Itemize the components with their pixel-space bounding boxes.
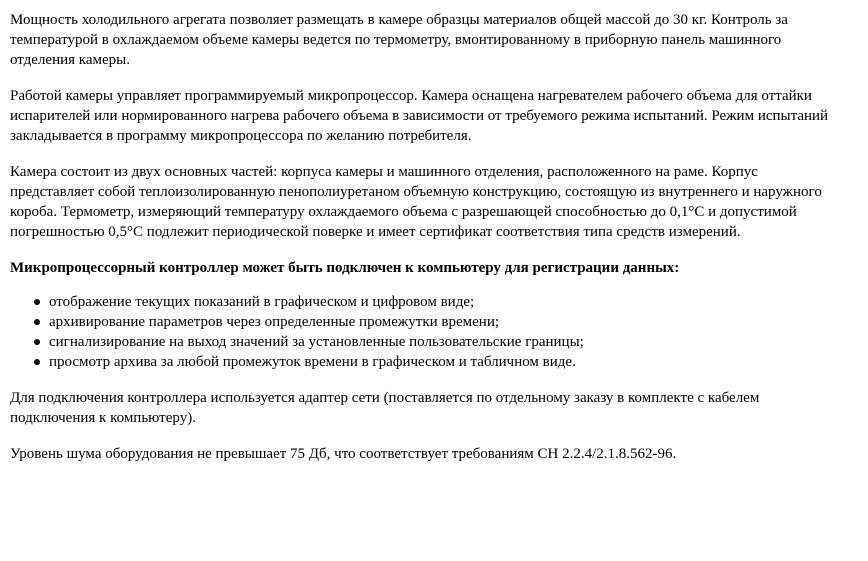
paragraph-refrigeration-capacity: Мощность холодильного агрегата позволяет размещать в камере образцы материалов общей массой до 30 кг. Контроль за температурой в охлаждаемом объеме камеры ведется по термометру, вмонтированному в приборную панель машинного отделения камеры. [10, 12, 788, 68]
paragraph-network-adapter: Для подключения контроллера используется адаптер сети (поставляется по отдельному заказу в комплекте с кабелем подключения к компьютеру). [10, 390, 760, 426]
feature-list [10, 292, 838, 372]
list-item [49, 332, 838, 352]
list-item [49, 292, 838, 312]
paragraph-chamber-construction: Камера состоит из двух основных частей: корпуса камеры и машинного отделения, расположенного на раме. Корпус представляет собой теплоизолированную пенополиуретаном объемную конструкцию, состоящую из внутреннего и наружного короба. Термометр, измеряющий температуру охлаждаемого объема с разрешающей способностью до 0,1°С и допустимой погрешностью 0,5°С подлежит периодической поверке и имеет сертификат соответствия типа средств измерений. [10, 164, 822, 240]
paragraph-microprocessor-control: Работой камеры управляет программируемый микропроцессор. Камера оснащена нагревателем рабочего объема для оттайки испарителей или нормированного нагрева рабочего объема в зависимости от требуемого режима испытаний. Режим испытаний закладывается в программу микропроцессора по желанию потребителя. [10, 88, 829, 144]
list-item [49, 352, 838, 372]
bullet-icon [34, 319, 40, 325]
list-item-text: сигнализирование на выход значений за установленные пользовательские границы; [49, 334, 584, 350]
list-item-text: просмотр архива за любой промежуток времени в графическом и табличном виде. [49, 354, 576, 370]
list-heading: Микропроцессорный контроллер может быть подключен к компьютеру для регистрации данных: [10, 260, 680, 276]
list-item-text: архивирование параметров через определенные промежутки времени; [49, 314, 500, 330]
list-item [49, 312, 838, 332]
bullet-icon [34, 299, 40, 305]
bullet-icon [34, 339, 40, 345]
list-item-text: отображение текущих показаний в графическом и цифровом виде; [49, 294, 475, 310]
bullet-icon [34, 359, 40, 365]
paragraph-noise-level: Уровень шума оборудования не превышает 75 Дб, что соответствует требованиям СН 2.2.4/2.1.8.562-96. [10, 446, 677, 462]
